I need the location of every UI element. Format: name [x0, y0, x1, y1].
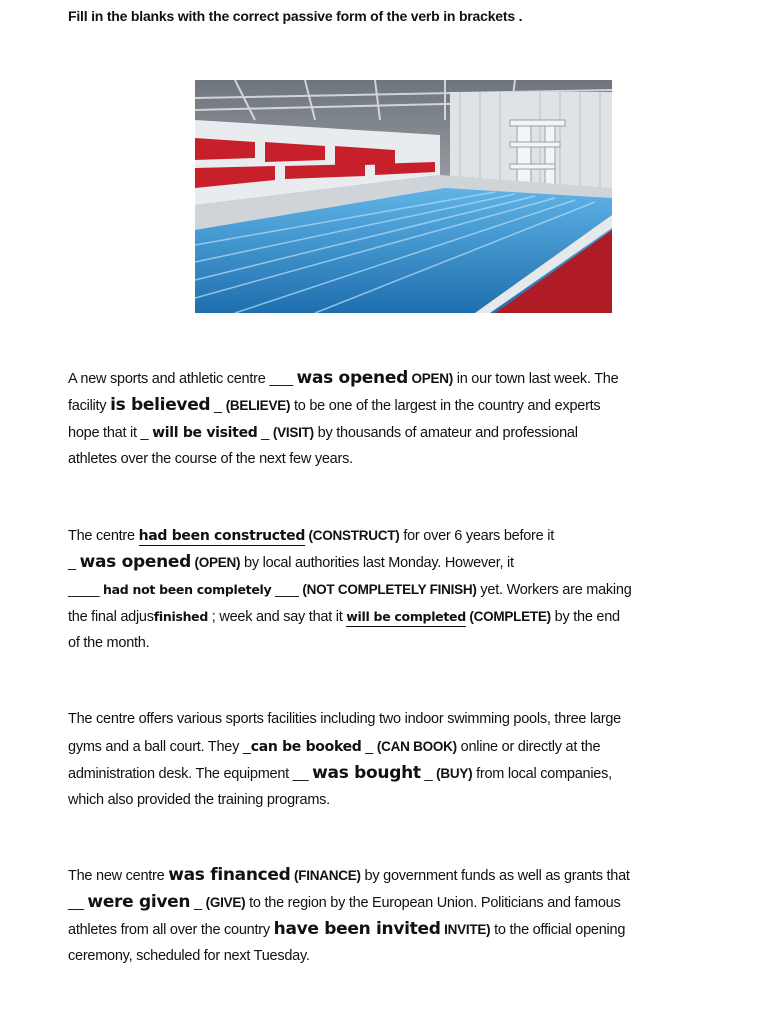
text: by thousands of amateur and professional	[313, 425, 578, 441]
text: online or directly at the	[456, 739, 601, 755]
paragraph-3	[68, 706, 748, 814]
swimming-pool-photo	[195, 80, 612, 313]
text: _	[420, 766, 437, 782]
text: which also provided the training programs.	[68, 792, 330, 808]
verb-hint: (GIVE)	[205, 895, 246, 910]
text: athletes from all over the country	[68, 922, 274, 938]
paragraph-1	[68, 365, 748, 473]
answer-was-opened: was opened	[296, 368, 408, 388]
verb-hint: (BELIEVE)	[225, 398, 291, 413]
verb-hint: OPEN)	[407, 371, 453, 386]
text: in our town last week. The	[452, 371, 619, 387]
verb-hint: (BUY)	[436, 766, 473, 781]
verb-hint: (NOT COMPLETELY FINISH)	[302, 582, 477, 597]
text: by the end	[550, 609, 620, 625]
text: the final adjus	[68, 609, 154, 625]
answer-is-believed: is believed	[110, 395, 211, 415]
text: to the region by the European Union. Politicians and famous	[245, 895, 621, 911]
paragraph-4	[68, 862, 748, 970]
text: from local companies,	[472, 766, 612, 782]
text: The new centre	[68, 868, 169, 884]
answer-will-be-completed: will be completed	[346, 608, 466, 627]
text: _	[68, 555, 80, 571]
text: _	[190, 895, 206, 911]
verb-hint: (CONSTRUCT)	[305, 528, 400, 543]
text: hope that it _	[68, 425, 153, 441]
text: by local authorities last Monday. However, it	[240, 555, 514, 571]
answer-was-bought: was bought	[312, 763, 421, 783]
answer-had-not-been-completely: had not been completely	[103, 582, 272, 597]
verb-hint: INVITE)	[440, 922, 491, 937]
text: __	[68, 895, 88, 911]
text: by government funds as well as grants that	[360, 868, 630, 884]
text: _	[361, 739, 377, 755]
verb-hint: (VISIT)	[272, 425, 314, 440]
paragraph-2	[68, 522, 748, 657]
swimming-pool-illustration	[195, 80, 612, 313]
answer-finished: finished	[153, 609, 209, 624]
text: ___	[271, 582, 303, 598]
text: of the month.	[68, 635, 150, 651]
text: A new sports and athletic centre ___	[68, 371, 297, 387]
text: ceremony, scheduled for next Tuesday.	[68, 948, 310, 964]
text: for over 6 years before it	[399, 528, 554, 544]
text: ; week and say that it	[208, 609, 347, 625]
verb-hint: (FINANCE)	[290, 868, 361, 883]
text: The centre offers various sports facilities including two indoor swimming pools, three large	[68, 711, 621, 727]
verb-hint: (COMPLETE)	[465, 609, 551, 624]
answer-were-given: were given	[87, 892, 191, 912]
answer-was-financed: was financed	[168, 865, 291, 885]
text: yet. Workers are making	[476, 582, 632, 598]
text: The centre	[68, 528, 139, 544]
answer-was-opened-2: was opened	[79, 552, 191, 572]
answer-have-been-invited: have been invited	[273, 919, 441, 939]
text: ____	[68, 582, 104, 598]
text: _	[257, 425, 273, 441]
text: gyms and a ball court. They _	[68, 739, 251, 755]
verb-hint: (OPEN)	[191, 555, 241, 570]
answer-can-be-booked: can be booked	[250, 739, 362, 755]
verb-hint: (CAN BOOK)	[376, 739, 457, 754]
text: _	[210, 398, 226, 414]
text: to the official opening	[490, 922, 626, 938]
text: athletes over the course of the next few years.	[68, 451, 353, 467]
worksheet-title: Fill in the blanks with the correct passive form of the verb in brackets .	[68, 8, 523, 24]
answer-had-been-constructed: had been constructed	[138, 528, 306, 544]
text: facility	[68, 398, 111, 414]
answer-will-be-visited: will be visited	[152, 425, 258, 441]
text: to be one of the largest in the country and experts	[290, 398, 601, 414]
text: administration desk. The equipment __	[68, 766, 313, 782]
